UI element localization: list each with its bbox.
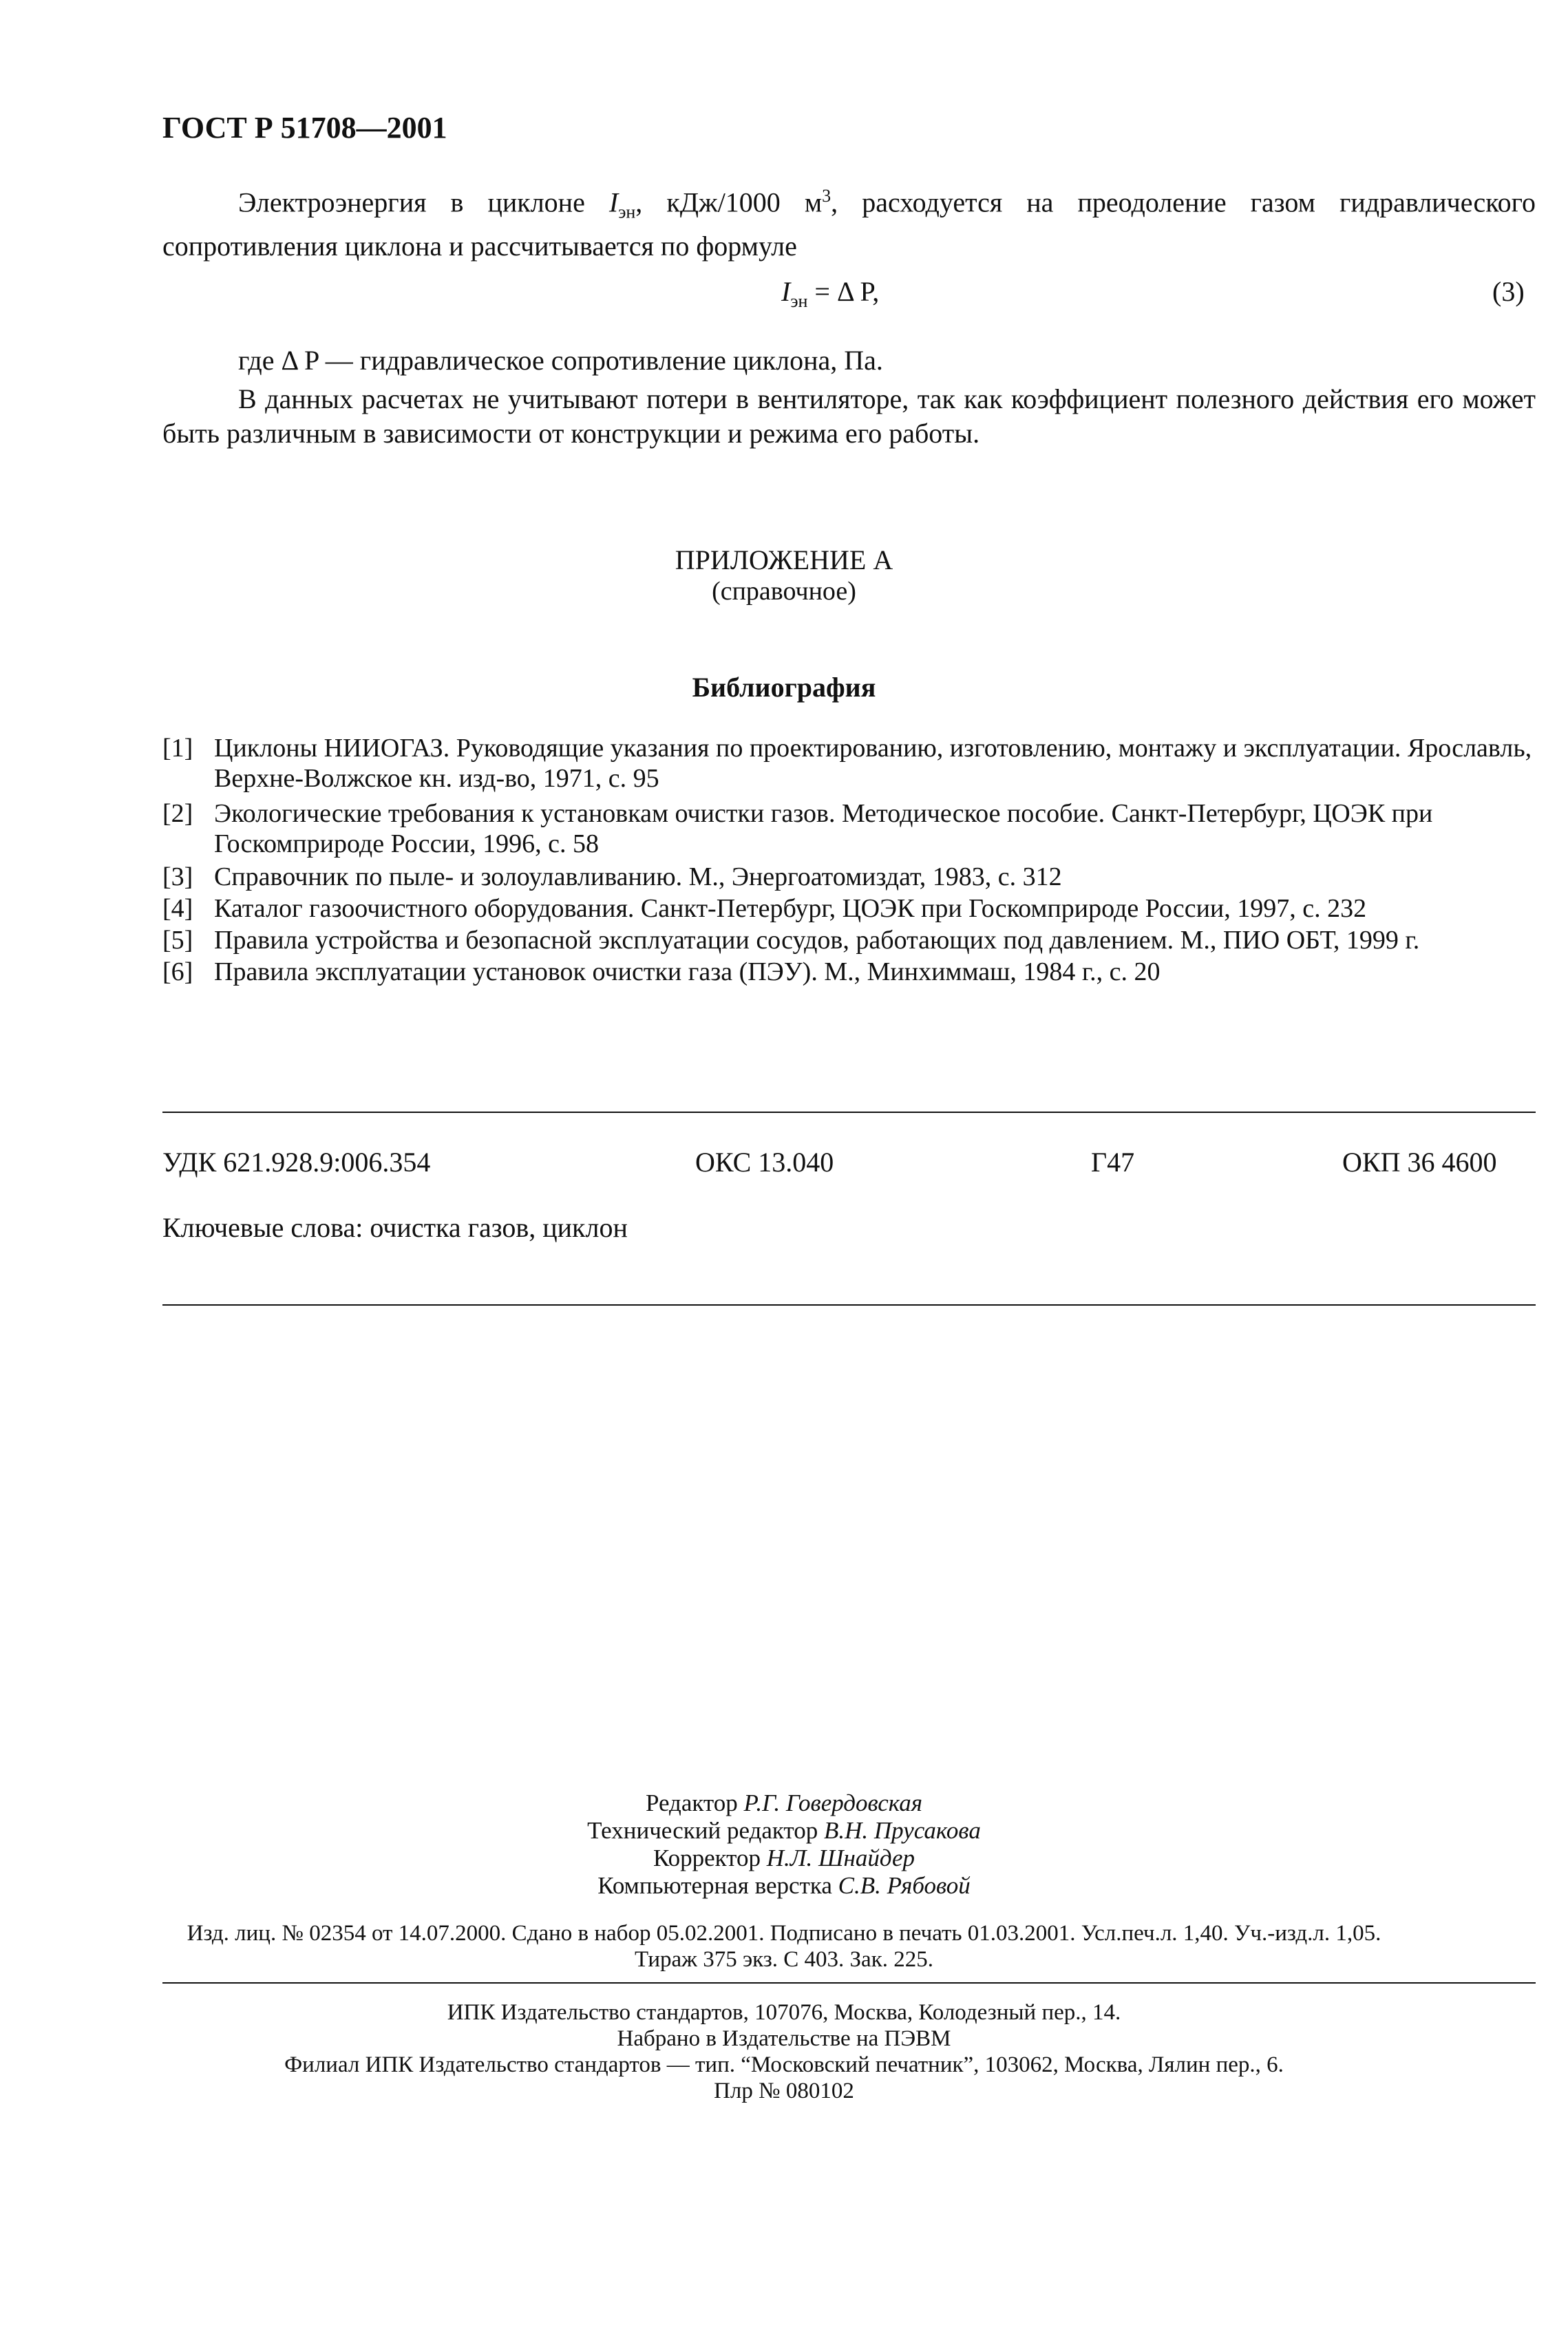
g-code: Г47 <box>1091 1147 1135 1178</box>
formula: $I_{эн} = \Delta$ P, <box>781 276 880 311</box>
divider-bottom <box>162 1304 1536 1306</box>
note-paragraph: В данных расчетах не учитывают потери в вентиляторе, так как коэффициент полезного действия его может быть различным в зависимости от конструкции и режима его работы. <box>162 383 1536 449</box>
bibliography-item: [1] Циклоны НИИОГАЗ. Руководящие указания по проектированию, изготовлению, монтажу и эксплуатации. Ярославль, Верхне-Волжское кн. изд-во, 1971, с. 95 <box>162 734 1532 793</box>
credits <box>0 1790 1568 1900</box>
intro-paragraph: Электроэнергия в циклоне $I_{эн}$, кДж/1000 $м^3$, расходуется на преодоление газом гидравлического сопротивления циклона и рассчитывается по формуле <box>162 186 1536 262</box>
bibliography-heading: Библиография <box>692 672 876 703</box>
document-code: ГОСТ Р 51708—2001 <box>162 111 447 145</box>
formula-explanation: где Δ P — гидравлическое сопротивление циклона, Па. <box>238 345 883 376</box>
formula-number: (3) <box>1492 276 1525 307</box>
udk-code: УДК 621.928.9:006.354 <box>162 1147 431 1178</box>
divider-top <box>162 1112 1536 1113</box>
bibliography-item: [5] Правила устройства и безопасной эксплуатации сосудов, работающих под давлением. М., ПИО ОБТ, 1999 г. <box>162 926 1420 955</box>
credit-layout: Компьютерная верстка С.В. Рябовой <box>597 1872 971 1899</box>
appendix-title: ПРИЛОЖЕНИЕ А <box>675 544 893 575</box>
credit-editor: Редактор Р.Г. Говердовская <box>645 1790 923 1816</box>
bibliography-item: [6] Правила эксплуатации установок очистки газа (ПЭУ). М., Минхиммаш, 1984 г., с. 20 <box>162 957 1161 986</box>
credit-corrector: Корректор Н.Л. Шнайдер <box>653 1845 915 1871</box>
oks-code: ОКС 13.040 <box>695 1147 834 1178</box>
bibliography-item: [2] Экологические требования к установкам очистки газов. Методическое пособие. Санкт-Петербург, ЦОЭК при Госкомприроде России, 1996, с. 58 <box>162 799 1433 858</box>
bibliography-item: [4] Каталог газоочистного оборудования. Санкт-Петербург, ЦОЭК при Госкомприроде России, 1997, с. 232 <box>162 894 1367 923</box>
okp-code: ОКП 36 4600 <box>1342 1147 1497 1178</box>
appendix-subtitle: (справочное) <box>712 577 856 606</box>
keywords: Ключевые слова: очистка газов, циклон <box>162 1212 628 1243</box>
credit-tech-editor: Технический редактор В.Н. Прусакова <box>587 1817 981 1844</box>
publication-info: Изд. лиц. № 02354 от 14.07.2000. Сдано в набор 05.02.2001. Подписано в печать 01.03.2001. Усл.печ.л. 1,40. Уч.-изд.л. 1,05. Тираж 375 экз. С 403. Зак. 225. <box>187 1921 1381 1972</box>
bibliography-item: [3] Справочник по пыле- и золоулавливанию. М., Энергоатомиздат, 1983, с. 312 <box>162 862 1062 891</box>
divider-imprint <box>162 1982 1536 1984</box>
publisher-info: ИПК Издательство стандартов, 107076, Москва, Колодезный пер., 14. Набрано в Издательстве на ПЭВМ Филиал ИПК Издательство стандартов — тип. “Московский печатник”, 103062, Москва, Лялин пер., 6. Плр № 080102 <box>284 2000 1284 2103</box>
